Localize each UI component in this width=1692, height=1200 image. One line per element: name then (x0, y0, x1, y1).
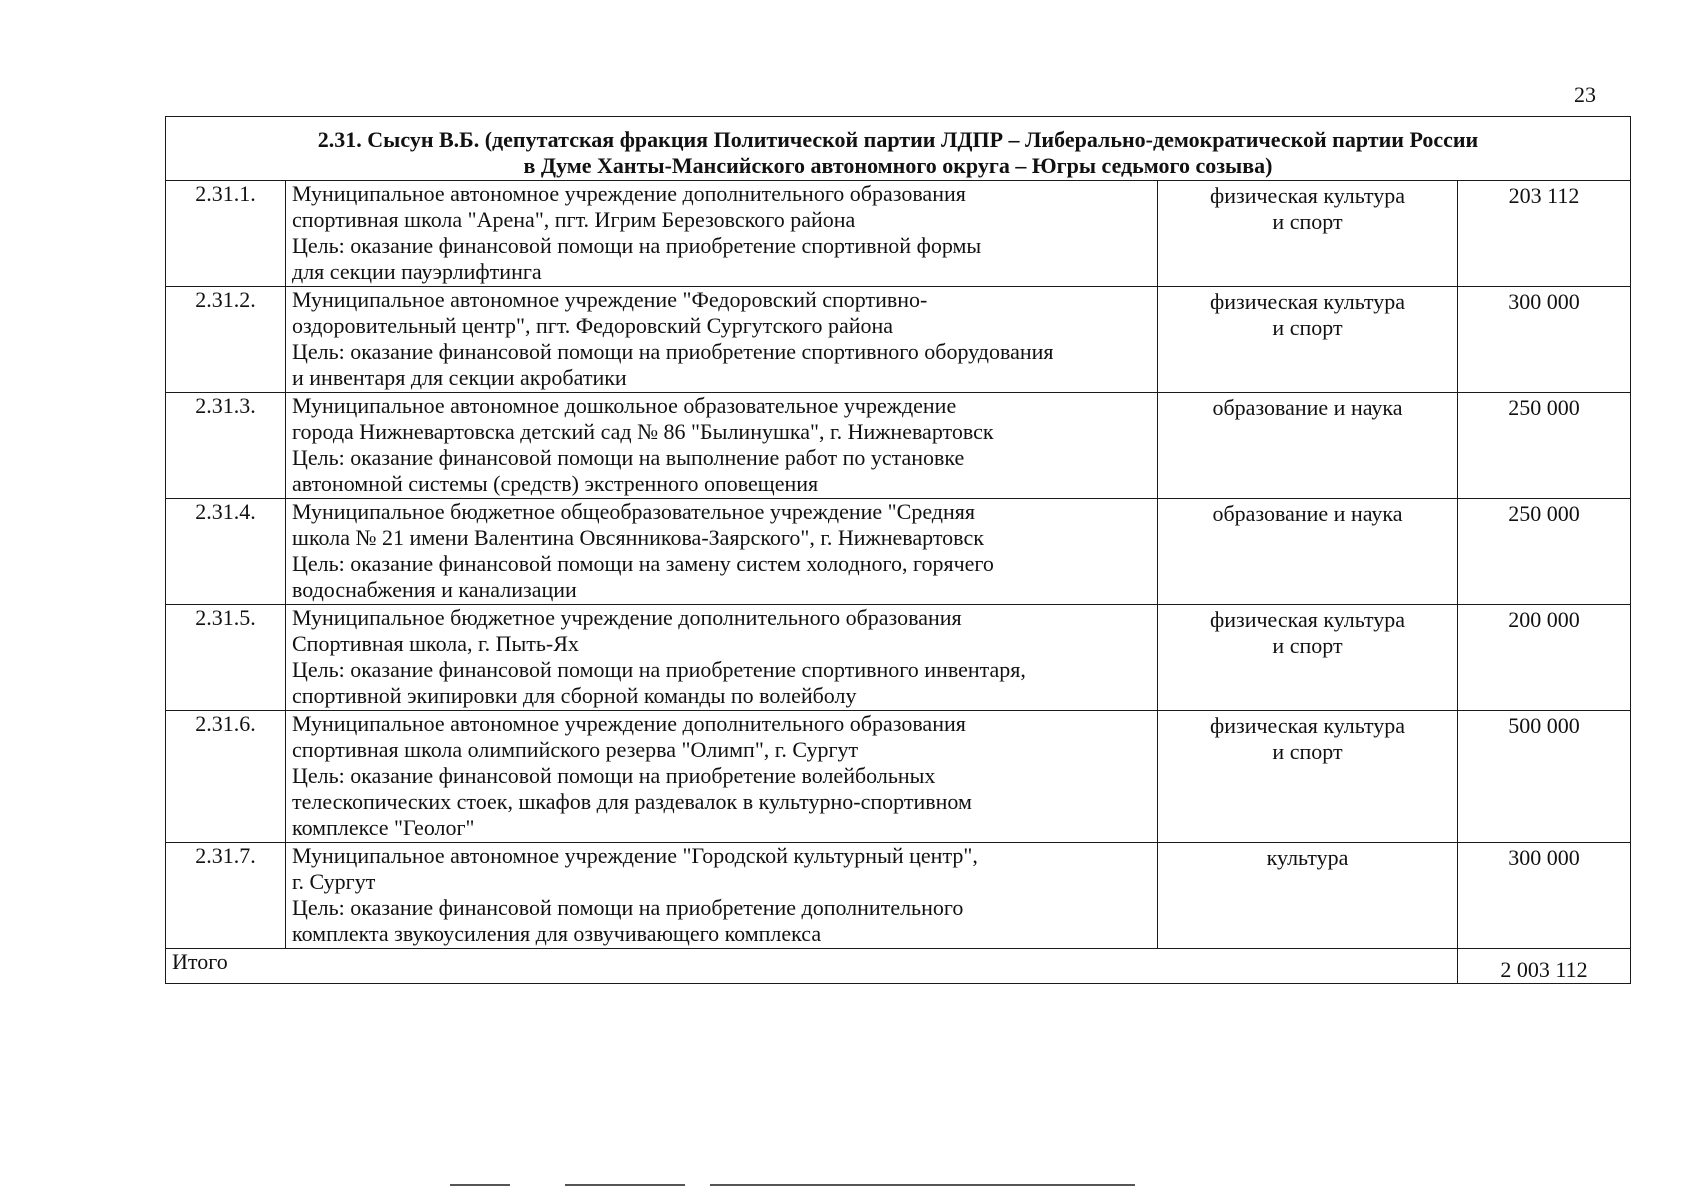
sector-line: и спорт (1272, 633, 1343, 658)
description-line: Цель: оказание финансовой помощи на замену систем холодного, горячего (292, 551, 994, 576)
section-title-line1: 2.31. Сысун В.Б. (депутатская фракция Политической партии ЛДПР – Либерально-демократической партии России (317, 127, 1479, 152)
sector-line: культура (1266, 845, 1349, 870)
description-line: города Нижневартовска детский сад № 86 "Былинушка", г. Нижневартовск (292, 419, 994, 444)
table-row (166, 181, 1631, 287)
item-amount: 203 112 (1458, 181, 1631, 287)
total-amount: 2 003 112 (1458, 949, 1631, 984)
description-line: Спортивная школа, г. Пыть-Ях (292, 631, 579, 656)
description-line: Цель: оказание финансовой помощи на приобретение волейбольных (292, 763, 936, 788)
item-amount: 500 000 (1458, 711, 1631, 843)
item-number: 2.31.4. (166, 499, 286, 605)
description-line: Цель: оказание финансовой помощи на приобретение спортивного инвентаря, (292, 657, 1026, 682)
total-label: Итого (166, 949, 1458, 984)
item-description (286, 181, 1158, 287)
description-line: и инвентаря для секции акробатики (292, 365, 627, 390)
description-line: комплексе "Геолог" (292, 815, 475, 840)
description-line: Муниципальное автономное дошкольное образовательное учреждение (292, 393, 957, 418)
item-sector (1158, 605, 1458, 711)
description-line: Муниципальное автономное учреждение дополнительного образования (292, 181, 966, 206)
item-number: 2.31.2. (166, 287, 286, 393)
item-amount: 200 000 (1458, 605, 1631, 711)
scan-artifact-line (710, 1184, 1135, 1186)
description-line: Цель: оказание финансовой помощи на приобретение спортивной формы (292, 233, 982, 258)
item-amount: 300 000 (1458, 843, 1631, 949)
scan-artifact-line (565, 1184, 685, 1186)
section-title (166, 117, 1631, 181)
sector-line: физическая культура (1209, 183, 1406, 208)
sector-line: и спорт (1272, 315, 1343, 340)
description-line: спортивной экипировки для сборной команды по волейболу (292, 683, 857, 708)
item-number: 2.31.3. (166, 393, 286, 499)
description-line: Цель: оказание финансовой помощи на приобретение дополнительного (292, 895, 964, 920)
description-line: спортивная школа "Арена", пгт. Игрим Березовского района (292, 207, 856, 232)
item-sector (1158, 843, 1458, 949)
description-line: спортивная школа олимпийского резерва "Олимп", г. Сургут (292, 737, 859, 762)
item-number: 2.31.6. (166, 711, 286, 843)
table-row (166, 393, 1631, 499)
sector-line: физическая культура (1209, 713, 1406, 738)
item-sector (1158, 499, 1458, 605)
total-row (166, 949, 1631, 984)
description-line: автономной системы (средств) экстренного оповещения (292, 471, 819, 496)
item-sector (1158, 287, 1458, 393)
section-title-line2: в Думе Ханты-Мансийского автономного округа – Югры седьмого созыва) (523, 153, 1273, 178)
description-line: Цель: оказание финансовой помощи на приобретение спортивного оборудования (292, 339, 1054, 364)
section-header-row (166, 117, 1631, 181)
item-description (286, 711, 1158, 843)
description-line: телескопических стоек, шкафов для раздевалок в культурно-спортивном (292, 789, 972, 814)
sector-line: и спорт (1272, 739, 1343, 764)
item-amount: 250 000 (1458, 393, 1631, 499)
item-number: 2.31.1. (166, 181, 286, 287)
description-line: Муниципальное бюджетное общеобразовательное учреждение "Средняя (292, 499, 975, 524)
description-line: Муниципальное бюджетное учреждение дополнительного образования (292, 605, 962, 630)
description-line: Цель: оказание финансовой помощи на выполнение работ по установке (292, 445, 965, 470)
sector-line: физическая культура (1209, 289, 1406, 314)
sector-line: образование и наука (1212, 501, 1403, 526)
description-line: водоснабжения и канализации (292, 577, 577, 602)
description-line: комплекта звукоусиления для озвучивающего комплекса (292, 921, 822, 946)
table-row (166, 287, 1631, 393)
description-line: для секции пауэрлифтинга (292, 259, 542, 284)
table-row (166, 605, 1631, 711)
table-row (166, 711, 1631, 843)
table-row (166, 499, 1631, 605)
description-line: Муниципальное автономное учреждение "Городской культурный центр", (292, 843, 978, 868)
item-amount: 300 000 (1458, 287, 1631, 393)
item-sector (1158, 711, 1458, 843)
allocation-table (165, 116, 1631, 984)
item-sector (1158, 181, 1458, 287)
item-number: 2.31.5. (166, 605, 286, 711)
item-description (286, 499, 1158, 605)
description-line: Муниципальное автономное учреждение "Федоровский спортивно- (292, 287, 928, 312)
item-amount: 250 000 (1458, 499, 1631, 605)
item-description (286, 393, 1158, 499)
description-line: оздоровительный центр", пгт. Федоровский Сургутского района (292, 313, 894, 338)
item-sector (1158, 393, 1458, 499)
sector-line: образование и наука (1212, 395, 1403, 420)
sector-line: и спорт (1272, 209, 1343, 234)
table-row (166, 843, 1631, 949)
description-line: школа № 21 имени Валентина Овсянникова-Заярского", г. Нижневартовск (292, 525, 984, 550)
description-line: Муниципальное автономное учреждение дополнительного образования (292, 711, 966, 736)
item-description (286, 287, 1158, 393)
item-description (286, 843, 1158, 949)
sector-line: физическая культура (1209, 607, 1406, 632)
scan-artifact-line (450, 1184, 510, 1186)
description-line: г. Сургут (292, 869, 376, 894)
item-description (286, 605, 1158, 711)
page-number: 23 (1574, 82, 1596, 107)
item-number: 2.31.7. (166, 843, 286, 949)
